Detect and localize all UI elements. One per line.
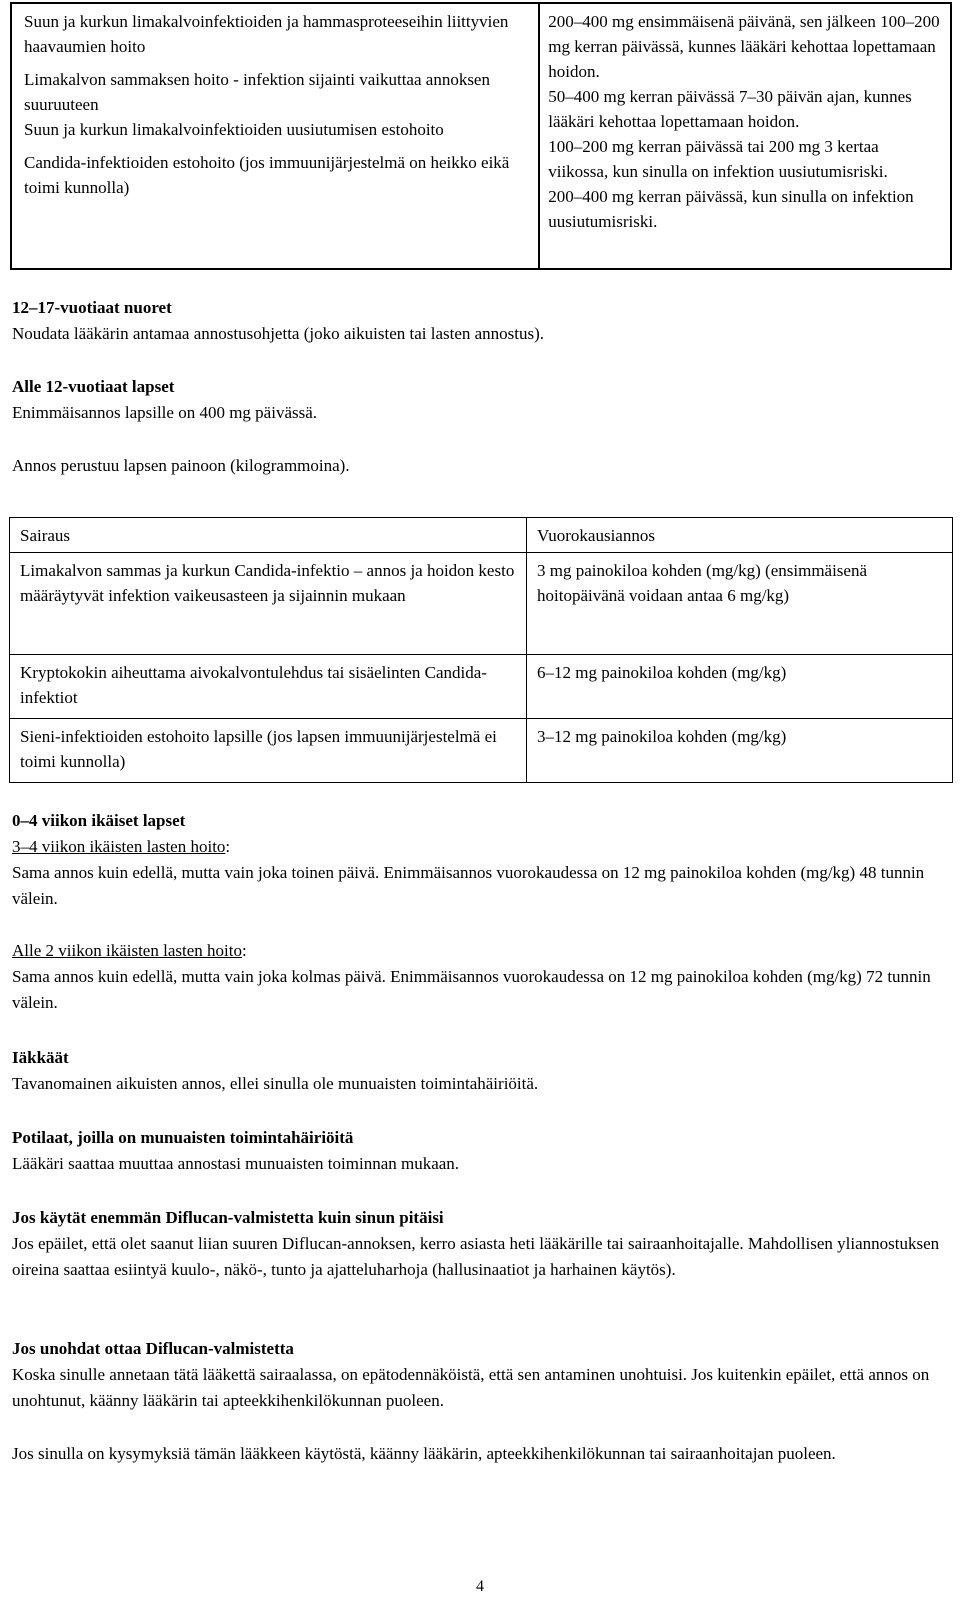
dose-column [539, 3, 951, 269]
section-heading: Alle 12-vuotiaat lapset [12, 377, 175, 396]
teens-section [12, 295, 942, 347]
section-heading: 12–17-vuotiaat nuoret [12, 298, 172, 317]
section-text: Sama annos kuin edellä, mutta vain joka toinen päivä. Enimmäisannos vuorokaudessa on 12 mg painokiloa kohden (mg/kg) 48 tunnin välein. [12, 863, 925, 908]
section-text: Jos sinulla on kysymyksiä tämän lääkkeen käytöstä, käänny lääkärin, apteekkihenkilökunnan tai sairaanhoitajan puoleen. [12, 1444, 836, 1463]
condition-cell: Kryptokokin aiheuttama aivokalvontulehdus tai sisäelinten Candida-infektiot [10, 655, 527, 719]
condition-cell: Limakalvon sammaksen hoito - infektion sijainti vaikuttaa annoksen suuruuteen [24, 70, 490, 114]
header-cell: Vuorokausiannos [527, 518, 953, 553]
section-heading: Jos unohdat ottaa Diflucan-valmistetta [12, 1339, 294, 1358]
missed-dose-section [12, 1336, 942, 1414]
dose-cell: 50–400 mg kerran päivässä 7–30 päivän ajan, kunnes lääkäri kehottaa lopettamaan hoidon. [548, 87, 912, 131]
section-text: Sama annos kuin edellä, mutta vain joka kolmas päivä. Enimmäisannos vuorokaudessa on 12 mg painokiloa kohden (mg/kg) 72 tunnin välein. [12, 967, 931, 1012]
subheading: 3–4 viikon ikäisten lasten hoito: [12, 837, 231, 856]
table-header-row [10, 518, 953, 553]
dose-cell: 3 mg painokiloa kohden (mg/kg) (ensimmäisenä hoitopäivänä voidaan antaa 6 mg/kg) [527, 553, 953, 655]
adult-dosage-table [10, 2, 952, 270]
section-text: Jos epäilet, että olet saanut liian suuren Diflucan-annoksen, kerro asiasta heti lääkärille tai sairaanhoitajalle. Mahdollisen yliannostuksen oireina saattaa esiintyä kuulo-, näkö-, tunto ja ajatteluharhoja (hallusinaatiot ja harhainen käytös). [12, 1234, 940, 1279]
table-row [10, 719, 953, 783]
section-heading: Potilaat, joilla on munuaisten toimintahäiriöitä [12, 1128, 354, 1147]
page-number: 4 [476, 1578, 484, 1595]
dose-cell: 100–200 mg kerran päivässä tai 200 mg 3 kertaa viikossa, kun sinulla on infektion uusiutumisriski. [548, 137, 888, 181]
section-text: Enimmäisannos lapsille on 400 mg päivässä. [12, 403, 318, 422]
table-row [10, 655, 953, 719]
questions-section [12, 1441, 942, 1467]
dose-cell: 200–400 mg kerran päivässä, kun sinulla on infektion uusiutumisriski. [548, 187, 914, 231]
section-text: Tavanomainen aikuisten annos, ellei sinulla ole munuaisten toimintahäiriöitä. [12, 1074, 539, 1093]
overdose-section [12, 1205, 942, 1283]
child-dosage-table [9, 517, 953, 783]
section-text: Noudata lääkärin antamaa annostusohjetta (joko aikuisten tai lasten annostus). [12, 324, 545, 343]
subheading-label: Alle 2 viikon ikäisten lasten hoito [12, 941, 242, 960]
section-heading: 0–4 viikon ikäiset lapset [12, 811, 186, 830]
section-heading: Iäkkäät [12, 1048, 69, 1067]
dose-cell: 6–12 mg painokiloa kohden (mg/kg) [527, 655, 953, 719]
subheading-label: 3–4 viikon ikäisten lasten hoito [12, 837, 226, 856]
condition-cell: Limakalvon sammas ja kurkun Candida-infektio – annos ja hoidon kesto määräytyvät infektion vaikeusasteen ja sijainnin mukaan [10, 553, 527, 655]
section-text: Annos perustuu lapsen painoon (kilogrammoina). [12, 456, 350, 475]
condition-cell: Suun ja kurkun limakalvoinfektioiden ja hammasproteeseihin liittyvien haavaumien hoito [24, 12, 509, 56]
subheading: Alle 2 viikon ikäisten lasten hoito: [12, 941, 247, 960]
header-cell: Sairaus [10, 518, 527, 553]
table-row [11, 3, 951, 269]
section-text: Koska sinulle annetaan tätä lääkettä sairaalassa, on epätodennäköistä, että sen antaminen unohtuisi. Jos kuitenkin epäilet, että annos on unohtunut, käänny lääkärin tai apteekkihenkilökunnan puoleen. [12, 1365, 930, 1410]
condition-cell: Candida-infektioiden estohoito (jos immuunijärjestelmä on heikko eikä toimi kunnolla) [24, 153, 510, 197]
condition-column [11, 3, 539, 269]
section-heading: Jos käytät enemmän Diflucan-valmistetta kuin sinun pitäisi [12, 1208, 444, 1227]
dose-cell: 3–12 mg painokiloa kohden (mg/kg) [527, 719, 953, 783]
renal-section [12, 1125, 942, 1177]
infants-section [12, 808, 942, 1016]
condition-cell: Sieni-infektioiden estohoito lapsille (jos lapsen immuunijärjestelmä ei toimi kunnolla) [10, 719, 527, 783]
children-section [12, 374, 942, 479]
section-text: Lääkäri saattaa muuttaa annostasi munuaisten toiminnan mukaan. [12, 1154, 460, 1173]
condition-cell: Suun ja kurkun limakalvoinfektioiden uusiutumisen estohoito [24, 120, 444, 139]
table-row [10, 553, 953, 655]
elderly-section [12, 1045, 942, 1097]
dose-cell: 200–400 mg ensimmäisenä päivänä, sen jälkeen 100–200 mg kerran päivässä, kunnes lääkäri kehottaa lopettamaan hoidon. [548, 12, 940, 81]
